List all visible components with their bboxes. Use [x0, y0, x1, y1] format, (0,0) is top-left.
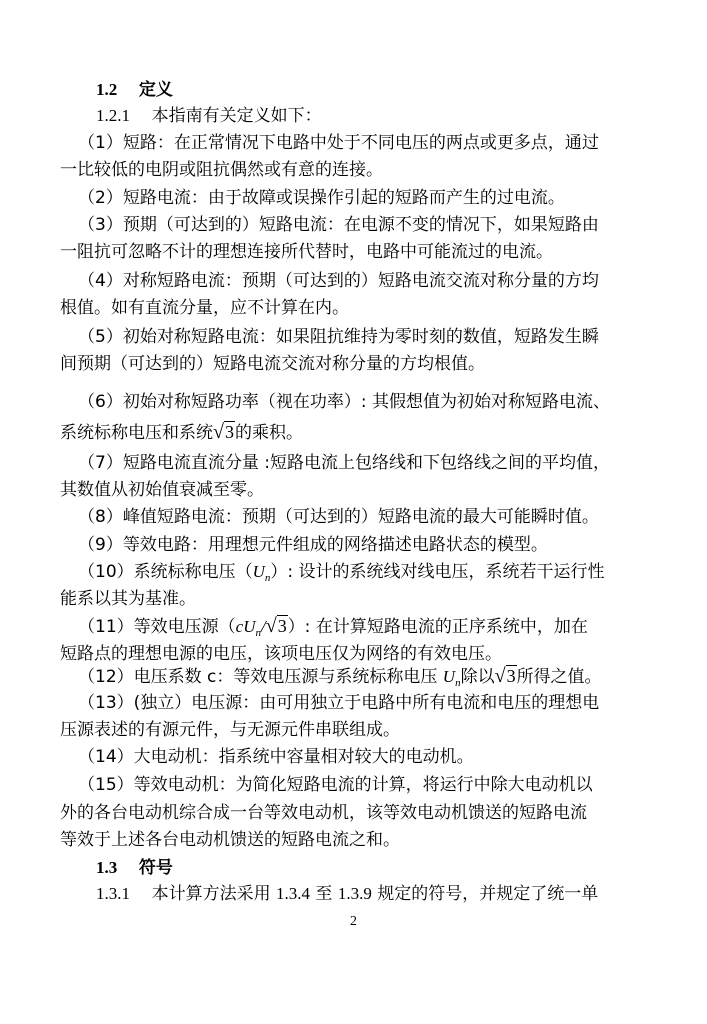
definition-15-line-3: 等效于上述各台电动机馈送的短路电流之和。	[60, 830, 400, 850]
definition-8: （8）峰值短路电流：预期（可达到的）短路电流的最大可能瞬时值。	[78, 507, 599, 527]
section-heading-1-2	[96, 78, 686, 102]
subsection-number: 1.3.1	[96, 884, 130, 903]
definition-9: （9）等效电路：用理想元件组成的网络描述电路状态的模型。	[78, 535, 548, 555]
definition-4-line-2: 根值。如有直流分量，应不计算在内。	[60, 298, 349, 318]
sqrt3-symbol	[266, 614, 288, 638]
subscript-n: n	[264, 572, 271, 584]
division-slash: /	[260, 617, 266, 636]
definition-5-line-2: 间预期（可达到的）短路电流交流对称分量的方均根值。	[60, 354, 485, 374]
subsection-text: 本计算方法采用	[151, 884, 277, 904]
subscript-n: n	[455, 677, 461, 689]
definition-6-text-end: 的乘积。	[234, 423, 303, 443]
definition-2: （2）短路电流：由于故障或误操作引起的短路而产生的过电流。	[78, 188, 565, 208]
definition-4-line-1: （4）对称短路电流：预期（可达到的）短路电流交流对称分量的方均	[78, 271, 599, 291]
radicand: 3	[224, 422, 234, 442]
definition-10-text: （10）系统标称电压（	[78, 562, 253, 582]
definition-15-line-2: 外的各台电动机综合成一台等效电动机，该等效电动机馈送的短路电流	[60, 803, 587, 823]
page-number: 2	[350, 914, 357, 929]
subsection-1-3-1	[96, 882, 686, 906]
definition-11-line-1	[78, 614, 668, 645]
definition-13-line-1: （13）(独立）电压源：由可用独立于电路中所有电流和电压的理想电	[78, 693, 600, 713]
sqrt3-symbol	[213, 420, 235, 444]
definition-11-text: （11）等效电压源（	[78, 617, 236, 637]
section-title: 定义	[138, 80, 173, 100]
subsection-text: 本指南有关定义如下：	[151, 106, 322, 126]
definition-14: （14）大电动机：指系统中容量相对较大的电动机。	[78, 747, 474, 767]
definition-7-line-2: 其数值从初始值衰减至零。	[60, 480, 264, 500]
subscript-n: n	[255, 627, 261, 639]
definition-3-line-2: 一阻抗可忽略不计的理想连接所代替时，电路中可能流过的电流。	[60, 242, 553, 262]
definition-1-line-2: 一比较低的电阴或阻抗偶然或有意的连接。	[60, 160, 383, 180]
radical-sign: √	[265, 615, 277, 637]
sqrt3-symbol	[495, 664, 517, 688]
definition-12-text: （12）电压系数 c：等效电压源与系统标称电压	[78, 667, 443, 687]
section-reference: 1.3.9	[337, 884, 372, 903]
definition-10-text-end: ）: 设计的系统线对线电压，系统若干运行性	[270, 562, 605, 582]
definition-1-line-1: （1）短路：在正常情况下电路中处于不同电压的两点或更多点，通过	[78, 133, 599, 153]
radical-sign: √	[494, 665, 506, 687]
subsection-1-2-1	[96, 104, 686, 128]
symbol-c: c	[235, 617, 244, 636]
definition-12-text-mid: 除以	[460, 667, 495, 687]
definition-13-line-2: 压源表述的有源元件，与无源元件串联组成。	[60, 720, 400, 740]
radicand: 3	[506, 666, 516, 686]
definition-6-text: 系统标称电压和系统	[60, 423, 213, 443]
definition-15-line-1: （15）等效电动机：为简化短路电流的计算，将运行中除大电动机以	[78, 775, 593, 795]
section-heading-1-3	[96, 856, 686, 880]
definition-10-line-1	[78, 560, 668, 590]
section-number: 1.3	[96, 858, 118, 877]
definition-5-line-1: （5）初始对称短路电流：如果阻抗维持为零时刻的数值，短路发生瞬	[78, 327, 599, 347]
symbol-U: U	[243, 617, 256, 636]
definition-3-line-1: （3）预期（可达到的）短路电流：在电源不变的情况下，如果短路由	[78, 215, 599, 235]
radicand: 3	[277, 616, 287, 636]
definition-6-line-1: （6）初始对称短路功率（视在功率）: 其假想值为初始对称短路电流、	[78, 392, 610, 412]
section-title: 符号	[138, 858, 173, 878]
section-number: 1.2	[96, 80, 118, 99]
radical-sign: √	[213, 421, 224, 443]
definition-11-text-end: ）: 在计算短路电流的正序系统中，加在	[287, 617, 588, 637]
definition-6-line-2	[60, 420, 650, 445]
subsection-text-mid: 至	[310, 884, 338, 904]
symbol-U: U	[252, 562, 265, 581]
definition-10-line-2: 能系以其为基准。	[60, 589, 196, 609]
symbol-U: U	[442, 667, 456, 686]
definition-7-line-1: （7）短路电流直流分量 :短路电流上包络线和下包络线之间的平均值，	[78, 453, 610, 473]
definition-11-line-2: 短路点的理想电源的电压，该项电压仅为网络的有效电压。	[60, 644, 502, 664]
subsection-number: 1.2.1	[96, 106, 130, 125]
definition-12-text-end: 所得之值。	[516, 667, 602, 687]
subsection-text-end: 规定的符号，并规定了统一单	[371, 884, 599, 904]
section-reference: 1.3.4	[276, 884, 311, 903]
